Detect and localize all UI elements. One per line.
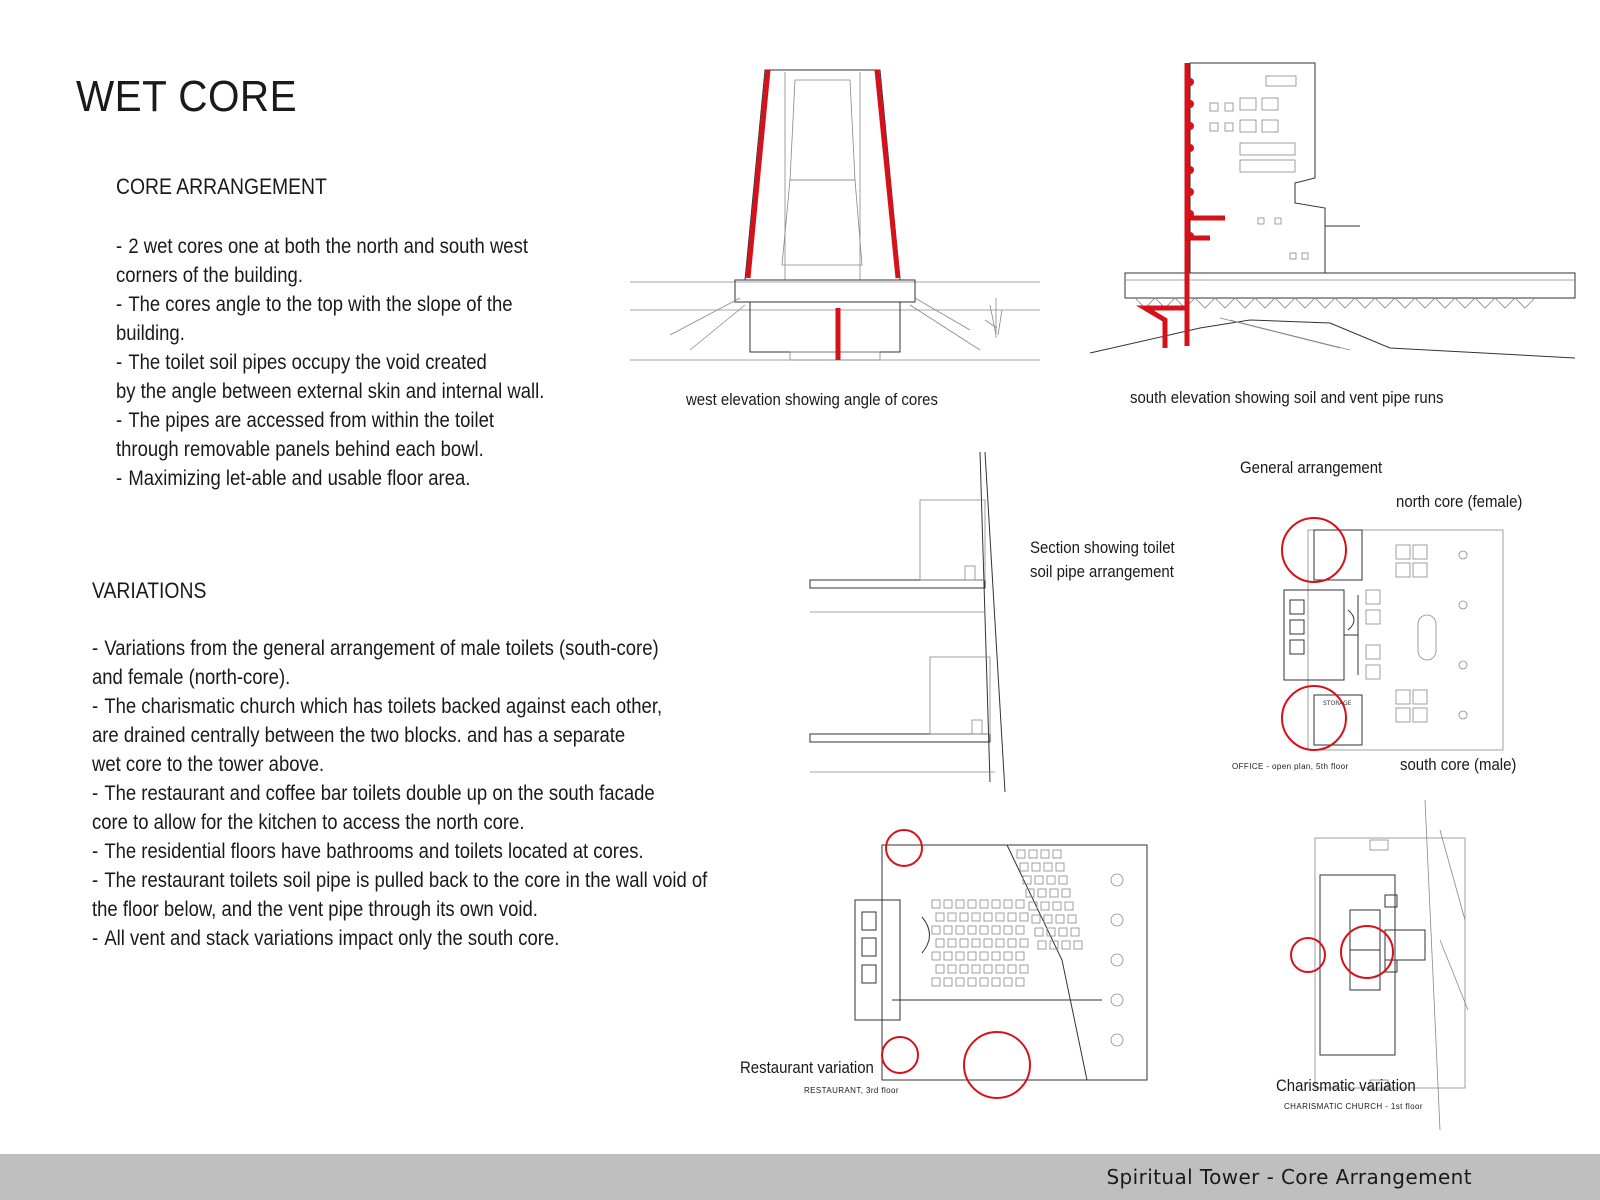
restaurant-caption: Restaurant variation: [740, 1058, 874, 1077]
restaurant-plan-drawing: [852, 820, 1152, 1090]
west-elevation-drawing: [630, 60, 1040, 370]
list-item: - Variations from the general arrangement of male toilets (south-core) and female (north-core).: [92, 637, 659, 689]
list-item: - The cores angle to the top with the slope of the building.: [116, 293, 513, 345]
core-arrangement-heading: CORE ARRANGEMENT: [116, 174, 327, 199]
list-item: - The restaurant toilets soil pipe is pulled back to the core in the wall void of the floor below, and the vent pipe through its own void.: [92, 869, 708, 921]
list-item: - Maximizing let-able and usable floor area.: [116, 467, 471, 490]
footer-bar: [0, 1154, 1600, 1200]
core-arrangement-list: [116, 232, 676, 493]
restaurant-plan-label: RESTAURANT, 3rd floor: [804, 1086, 899, 1095]
list-item: - The toilet soil pipes occupy the void created by the angle between external skin and internal wall.: [116, 351, 545, 403]
office-plan-label: OFFICE - open plan, 5th floor: [1232, 762, 1349, 771]
south-core-label: south core (male): [1400, 755, 1517, 774]
south-elevation-drawing: [1090, 58, 1575, 368]
variations-list: [92, 634, 852, 953]
list-item: - The pipes are accessed from within the toilet through removable panels behind each bowl.: [116, 409, 495, 461]
list-item: - The residential floors have bathrooms and toilets located at cores.: [92, 840, 644, 863]
section-caption-line2: soil pipe arrangement: [1030, 562, 1174, 581]
list-item: - The charismatic church which has toilets backed against each other, are drained centrally between the two blocks. and has a separate wet core to the tower above.: [92, 695, 663, 776]
list-item: - All vent and stack variations impact only the south core.: [92, 927, 560, 950]
variations-heading: VARIATIONS: [92, 578, 207, 603]
section-drawing: [800, 452, 1030, 792]
charismatic-caption: Charismatic variation: [1276, 1076, 1416, 1095]
general-arrangement-label: General arrangement: [1240, 458, 1383, 477]
section-caption-line1: Section showing toilet: [1030, 538, 1175, 557]
charismatic-plan-label: CHARISMATIC CHURCH - 1st floor: [1284, 1102, 1423, 1111]
south-elevation-caption: south elevation showing soil and vent pipe runs: [1130, 388, 1444, 407]
west-elevation-caption: west elevation showing angle of cores: [686, 390, 938, 409]
storage-label: STORAGE: [1323, 700, 1352, 707]
list-item: - The restaurant and coffee bar toilets double up on the south facade core to allow for the kitchen to access the north core.: [92, 782, 655, 834]
page-title: WET CORE: [76, 72, 298, 121]
north-core-label: north core (female): [1396, 492, 1523, 511]
footer-title: Spiritual Tower - Core Arrangement: [1106, 1165, 1472, 1189]
list-item: - 2 wet cores one at both the north and south west corners of the building.: [116, 235, 528, 287]
office-plan-drawing: [1278, 515, 1508, 765]
